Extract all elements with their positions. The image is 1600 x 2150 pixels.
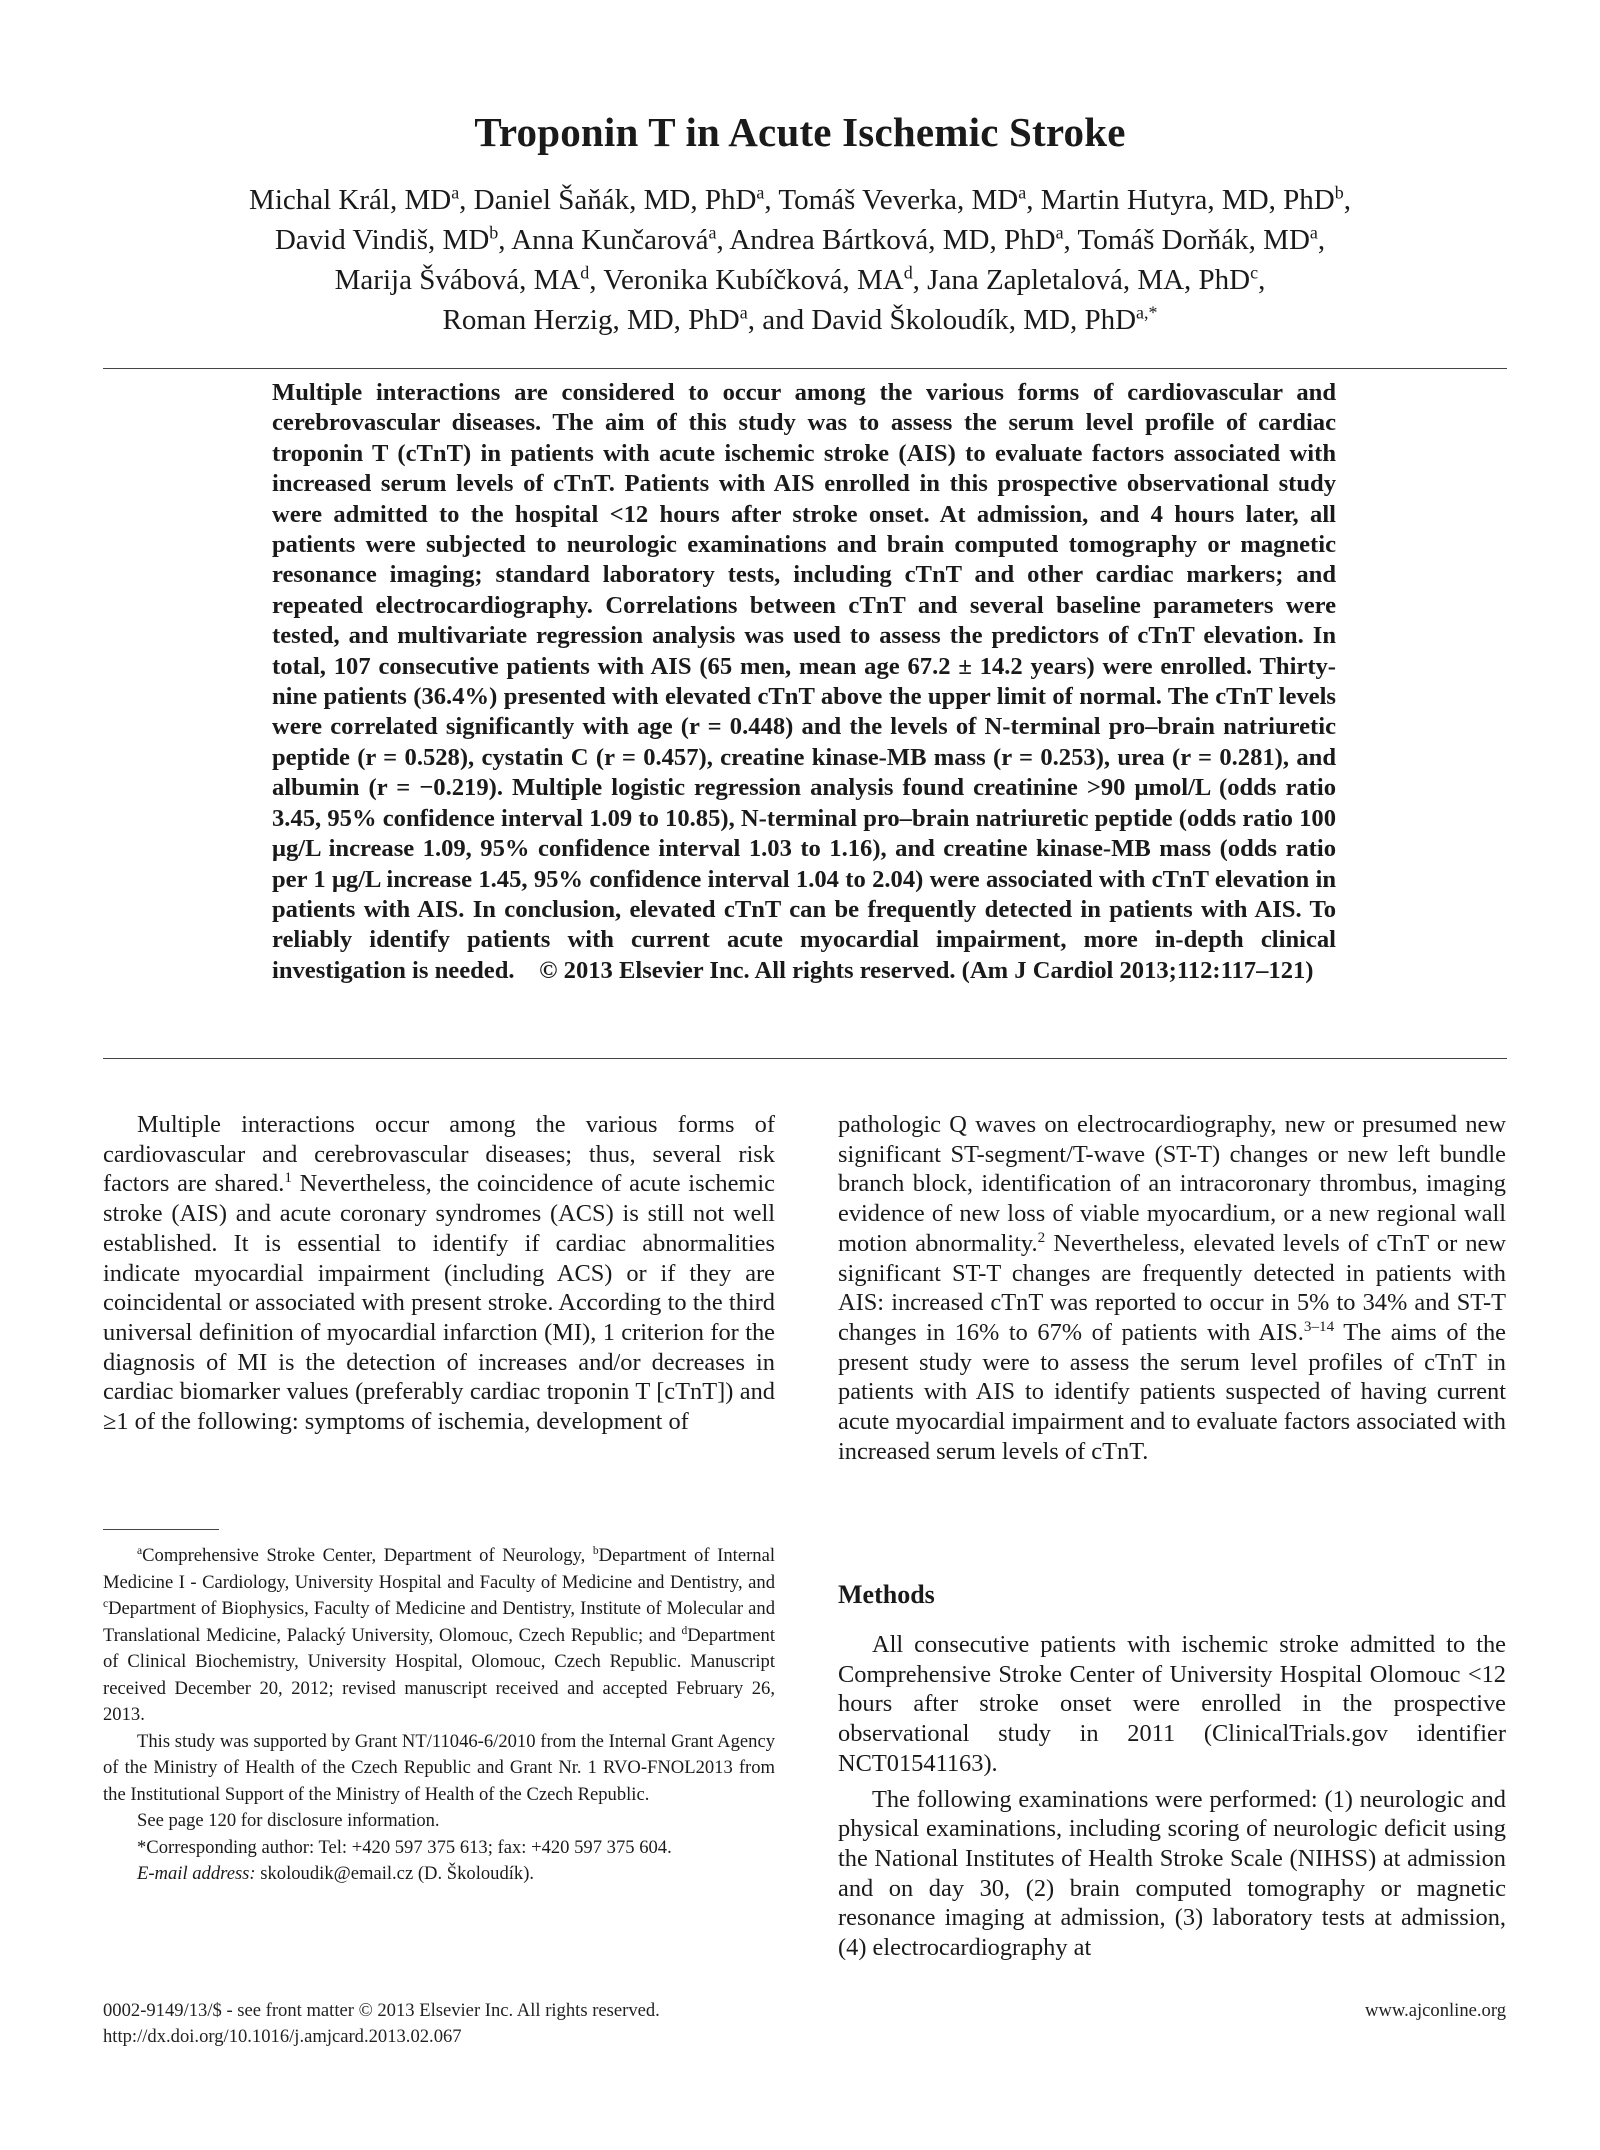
abstract-text: Multiple interactions are considered to occur among the various forms of cardiovascular and cerebrovascular diseases. The aim of this study was to assess the serum level profile of cardiac troponin T (cTnT) in patients with acute ischemic stroke (AIS) to evaluate factors associated with increased serum levels of cTnT. Patients with AIS enrolled in this prospective observational study were admitted to the hospital <12 hours after stroke onset. At admission, and 4 hours later, all patients were subjected to neurologic examinations and brain computed tomography or magnetic resonance imaging; standard laboratory tests, including cTnT and other cardiac markers; and repeated electrocardiography. Correlations between cTnT and several baseline parameters were tested, and multivariate regression analysis was used to assess the predictors of cTnT elevation. In total, 107 consecutive patients with AIS (65 men, mean age 67.2 ± 14.2 years) were enrolled. Thirty-nine patients (36.4%) presented with elevated cTnT above the upper limit of normal. The cTnT levels were correlated significantly with age (r = 0.448) and the levels of N-terminal pro–brain natriuretic peptide (r = 0.528), cystatin C (r = 0.457), creatine kinase-MB mass (r = 0.253), urea (r = 0.281), and albumin (r = −0.219). Multiple logistic regression analysis found creatinine >90 μmol/L (odds ratio 3.45, 95% confidence interval 1.09 to 10.85), N-terminal pro–brain natriuretic peptide (odds ratio 100 μg/L increase 1.09, 95% confidence interval 1.03 to 1.16), and creatine kinase-MB mass (odds ratio per 1 μg/L increase 1.45, 95% confidence interval 1.04 to 2.04) were associated with cTnT elevation in patients with AIS. In conclusion, elevated cTnT can be frequently detected in patients with AIS. To reliably identify patients with current acute myocardial impairment, more in-depth clinical investigation is needed. xyxy=(272,379,1336,984)
author-affiliation-marker: b xyxy=(1334,182,1344,203)
email-link[interactable]: skoloudik@email.cz xyxy=(260,1863,414,1884)
author-separator: , xyxy=(764,184,779,216)
body-paragraph: The following examinations were performed: (1) neurologic and physical examinations, including scoring of neurologic deficit using the National Institutes of Health Stroke Scale (NIHSS) at admission and on day 30, (2) brain computed tomography or magnetic resonance imaging at admission, (3) laboratory tests at admission, (4) electrocardiography at xyxy=(838,1785,1506,1962)
author-separator: , xyxy=(1063,224,1078,256)
author-name: Anna Kunčarová xyxy=(511,224,709,256)
body-paragraph xyxy=(838,1110,1506,1466)
author-separator: , xyxy=(498,224,512,256)
corresponding-footnote: *Corresponding author: Tel: +420 597 375 613; fax: +420 597 375 604. xyxy=(137,1836,672,1858)
author-affiliation-marker: a xyxy=(739,302,748,323)
reference-marker[interactable]: 1 xyxy=(284,1170,292,1187)
email-footnote xyxy=(103,1861,775,1888)
author-affiliation-marker: a xyxy=(451,182,460,203)
author-line-1 xyxy=(120,180,1480,220)
author-name: Jana Zapletalová, MA, PhD xyxy=(927,264,1251,296)
methods-column xyxy=(838,1630,1506,1963)
affiliation-text: Comprehensive Stroke Center, Department of Neurology, xyxy=(142,1545,593,1566)
affiliation-marker: c xyxy=(103,1597,109,1610)
author-name: Tomáš Dorňák, MD xyxy=(1077,224,1310,256)
author-affiliation-marker: a xyxy=(708,222,717,243)
body-text: The aims of the present study were to assess the serum level profiles of cTnT in patients with AIS to identify patients suspected of having current acute myocardial impairment and to evaluate factors associated with increased serum levels of cTnT. xyxy=(838,1318,1506,1465)
author-separator: , and xyxy=(747,304,812,336)
abstract-top-rule xyxy=(103,368,1507,369)
author-name: Andrea Bártková, MD, PhD xyxy=(729,224,1056,256)
author-separator: , xyxy=(1317,224,1326,256)
doi-link[interactable]: http://dx.doi.org/10.1016/j.amjcard.2013.02.067 xyxy=(103,2026,462,2047)
author-name: David Školoudík, MD, PhD xyxy=(811,304,1137,336)
abstract xyxy=(272,378,1336,986)
footnotes xyxy=(103,1543,775,1888)
body-text: Nevertheless, elevated levels of cTnT or new significant ST-T changes are frequently detected in patients with AIS: increased cTnT was reported to occur in 5% to 34% and ST-T changes in 16% to 67% of patients with AIS. xyxy=(838,1229,1506,1346)
author-line-3 xyxy=(120,260,1480,300)
author-name: Daniel Šaňák, MD, PhD xyxy=(473,184,757,216)
author-name: Michal Král, MD xyxy=(249,184,452,216)
affiliation-marker: b xyxy=(592,1544,599,1557)
affiliation-marker: d xyxy=(681,1624,688,1637)
author-affiliation-marker: a xyxy=(1309,222,1318,243)
disclosure-footnote: See page 120 for disclosure information. xyxy=(137,1810,440,1831)
author-line-2 xyxy=(120,220,1480,260)
affiliation-text: Department of Biophysics, Faculty of Medicine and Dentistry, Institute of Molecular and Translational Medicine, Palacký University, Olomouc, Czech Republic; and xyxy=(103,1598,775,1646)
body-paragraph xyxy=(103,1110,775,1437)
body-text: Nevertheless, the coincidence of acute ischemic stroke (AIS) and acute coronary syndromes (ACS) is still not well established. It is essential to identify if cardiac abnormalities indicate myocardial impairment (including ACS) or if they are coincidental or associated with present stroke. According to the third universal definition of myocardial infarction (MI), 1 criterion for the diagnosis of MI is the detection of increases and/or decreases in cardiac biomarker values (preferably cardiac troponin T [cTnT]) and ≥1 of the following: symptoms of ischemia, development of xyxy=(103,1170,775,1436)
body-text: pathologic Q waves on electrocardiography, new or presumed new significant ST-segment/T-wave (ST-T) changes or new left bundle branch block, identification of an intracoronary thrombus, imaging evidence of new loss of viable myocardium, or a new regional wall motion abnormality. xyxy=(838,1111,1506,1257)
body-column-right xyxy=(838,1110,1506,1466)
author-affiliation-marker: c xyxy=(1250,262,1259,283)
footer-left xyxy=(103,1998,660,2050)
affiliation-marker: a xyxy=(137,1544,143,1557)
affiliation-text: Department of Internal Medicine I - Cardiology, University Hospital and Faculty of Medicine and Dentistry, and xyxy=(103,1545,775,1593)
author-affiliation-marker: a xyxy=(1018,182,1027,203)
body-paragraph: All consecutive patients with ischemic stroke admitted to the Comprehensive Stroke Center of University Hospital Olomouc <12 hours after stroke onset were enrolled in the prospective observational study in 2011 (ClinicalTrials.gov identifier NCT01541163). xyxy=(838,1631,1506,1777)
abstract-bottom-rule xyxy=(103,1058,1507,1059)
author-affiliation-marker: a,* xyxy=(1136,302,1158,323)
reference-marker[interactable]: 3–14 xyxy=(1303,1318,1335,1335)
author-separator: , xyxy=(1026,184,1041,216)
author-separator: , xyxy=(1343,184,1351,216)
author-name: Roman Herzig, MD, PhD xyxy=(442,304,740,336)
body-text: Multiple interactions occur among the various forms of cardiovascular and cerebrovascular diseases; thus, several risk factors are shared. xyxy=(103,1111,775,1198)
author-separator: , xyxy=(716,224,730,256)
author-affiliation-marker: b xyxy=(489,222,499,243)
author-name: David Vindiš, MD xyxy=(274,224,490,256)
footnote-rule xyxy=(103,1529,219,1530)
author-separator: , xyxy=(459,184,474,216)
author-line-4 xyxy=(120,300,1480,340)
journal-website-link[interactable]: www.ajconline.org xyxy=(1365,2000,1506,2021)
author-name: Martin Hutyra, MD, PhD xyxy=(1040,184,1335,216)
abstract-copyright: © 2013 Elsevier Inc. All rights reserved. (Am J Cardiol 2013;112:117–121) xyxy=(539,956,1314,984)
grant-footnote: This study was supported by Grant NT/11046-6/2010 from the Internal Grant Agency of the Ministry of Health of the Czech Republic and Grant Nr. 1 RVO-FNOL2013 from the Institutional Support of the Ministry of Health of the Czech Republic. xyxy=(103,1730,775,1805)
article-title: Troponin T in Acute Ischemic Stroke xyxy=(474,109,1126,155)
author-list xyxy=(120,180,1480,340)
affiliations-footnote xyxy=(103,1543,775,1729)
author-name: Veronika Kubíčková, MA xyxy=(603,264,904,296)
author-affiliation-marker: a xyxy=(1055,222,1064,243)
author-separator: , xyxy=(912,264,928,296)
author-separator: , xyxy=(1258,264,1266,296)
section-heading-methods: Methods xyxy=(838,1580,935,1609)
email-name: (D. Školoudík). xyxy=(417,1863,535,1884)
author-affiliation-marker: d xyxy=(903,262,913,283)
affiliation-text: Department of Clinical Biochemistry, University Hospital, Olomouc, Czech Republic. Manuscript received December 20, 2012; revised manuscript received and accepted February 26, 2013. xyxy=(103,1624,775,1725)
email-label: E-mail address: xyxy=(137,1863,256,1884)
reference-marker[interactable]: 2 xyxy=(1037,1229,1046,1246)
issn-line: 0002-9149/13/$ - see front matter © 2013 Elsevier Inc. All rights reserved. xyxy=(103,2000,660,2021)
author-name: Marija Švábová, MA xyxy=(334,264,581,296)
body-column-left xyxy=(103,1110,775,1437)
author-affiliation-marker: d xyxy=(580,262,590,283)
author-affiliation-marker: a xyxy=(756,182,765,203)
author-separator: , xyxy=(589,264,604,296)
author-name: Tomáš Veverka, MD xyxy=(778,184,1019,216)
